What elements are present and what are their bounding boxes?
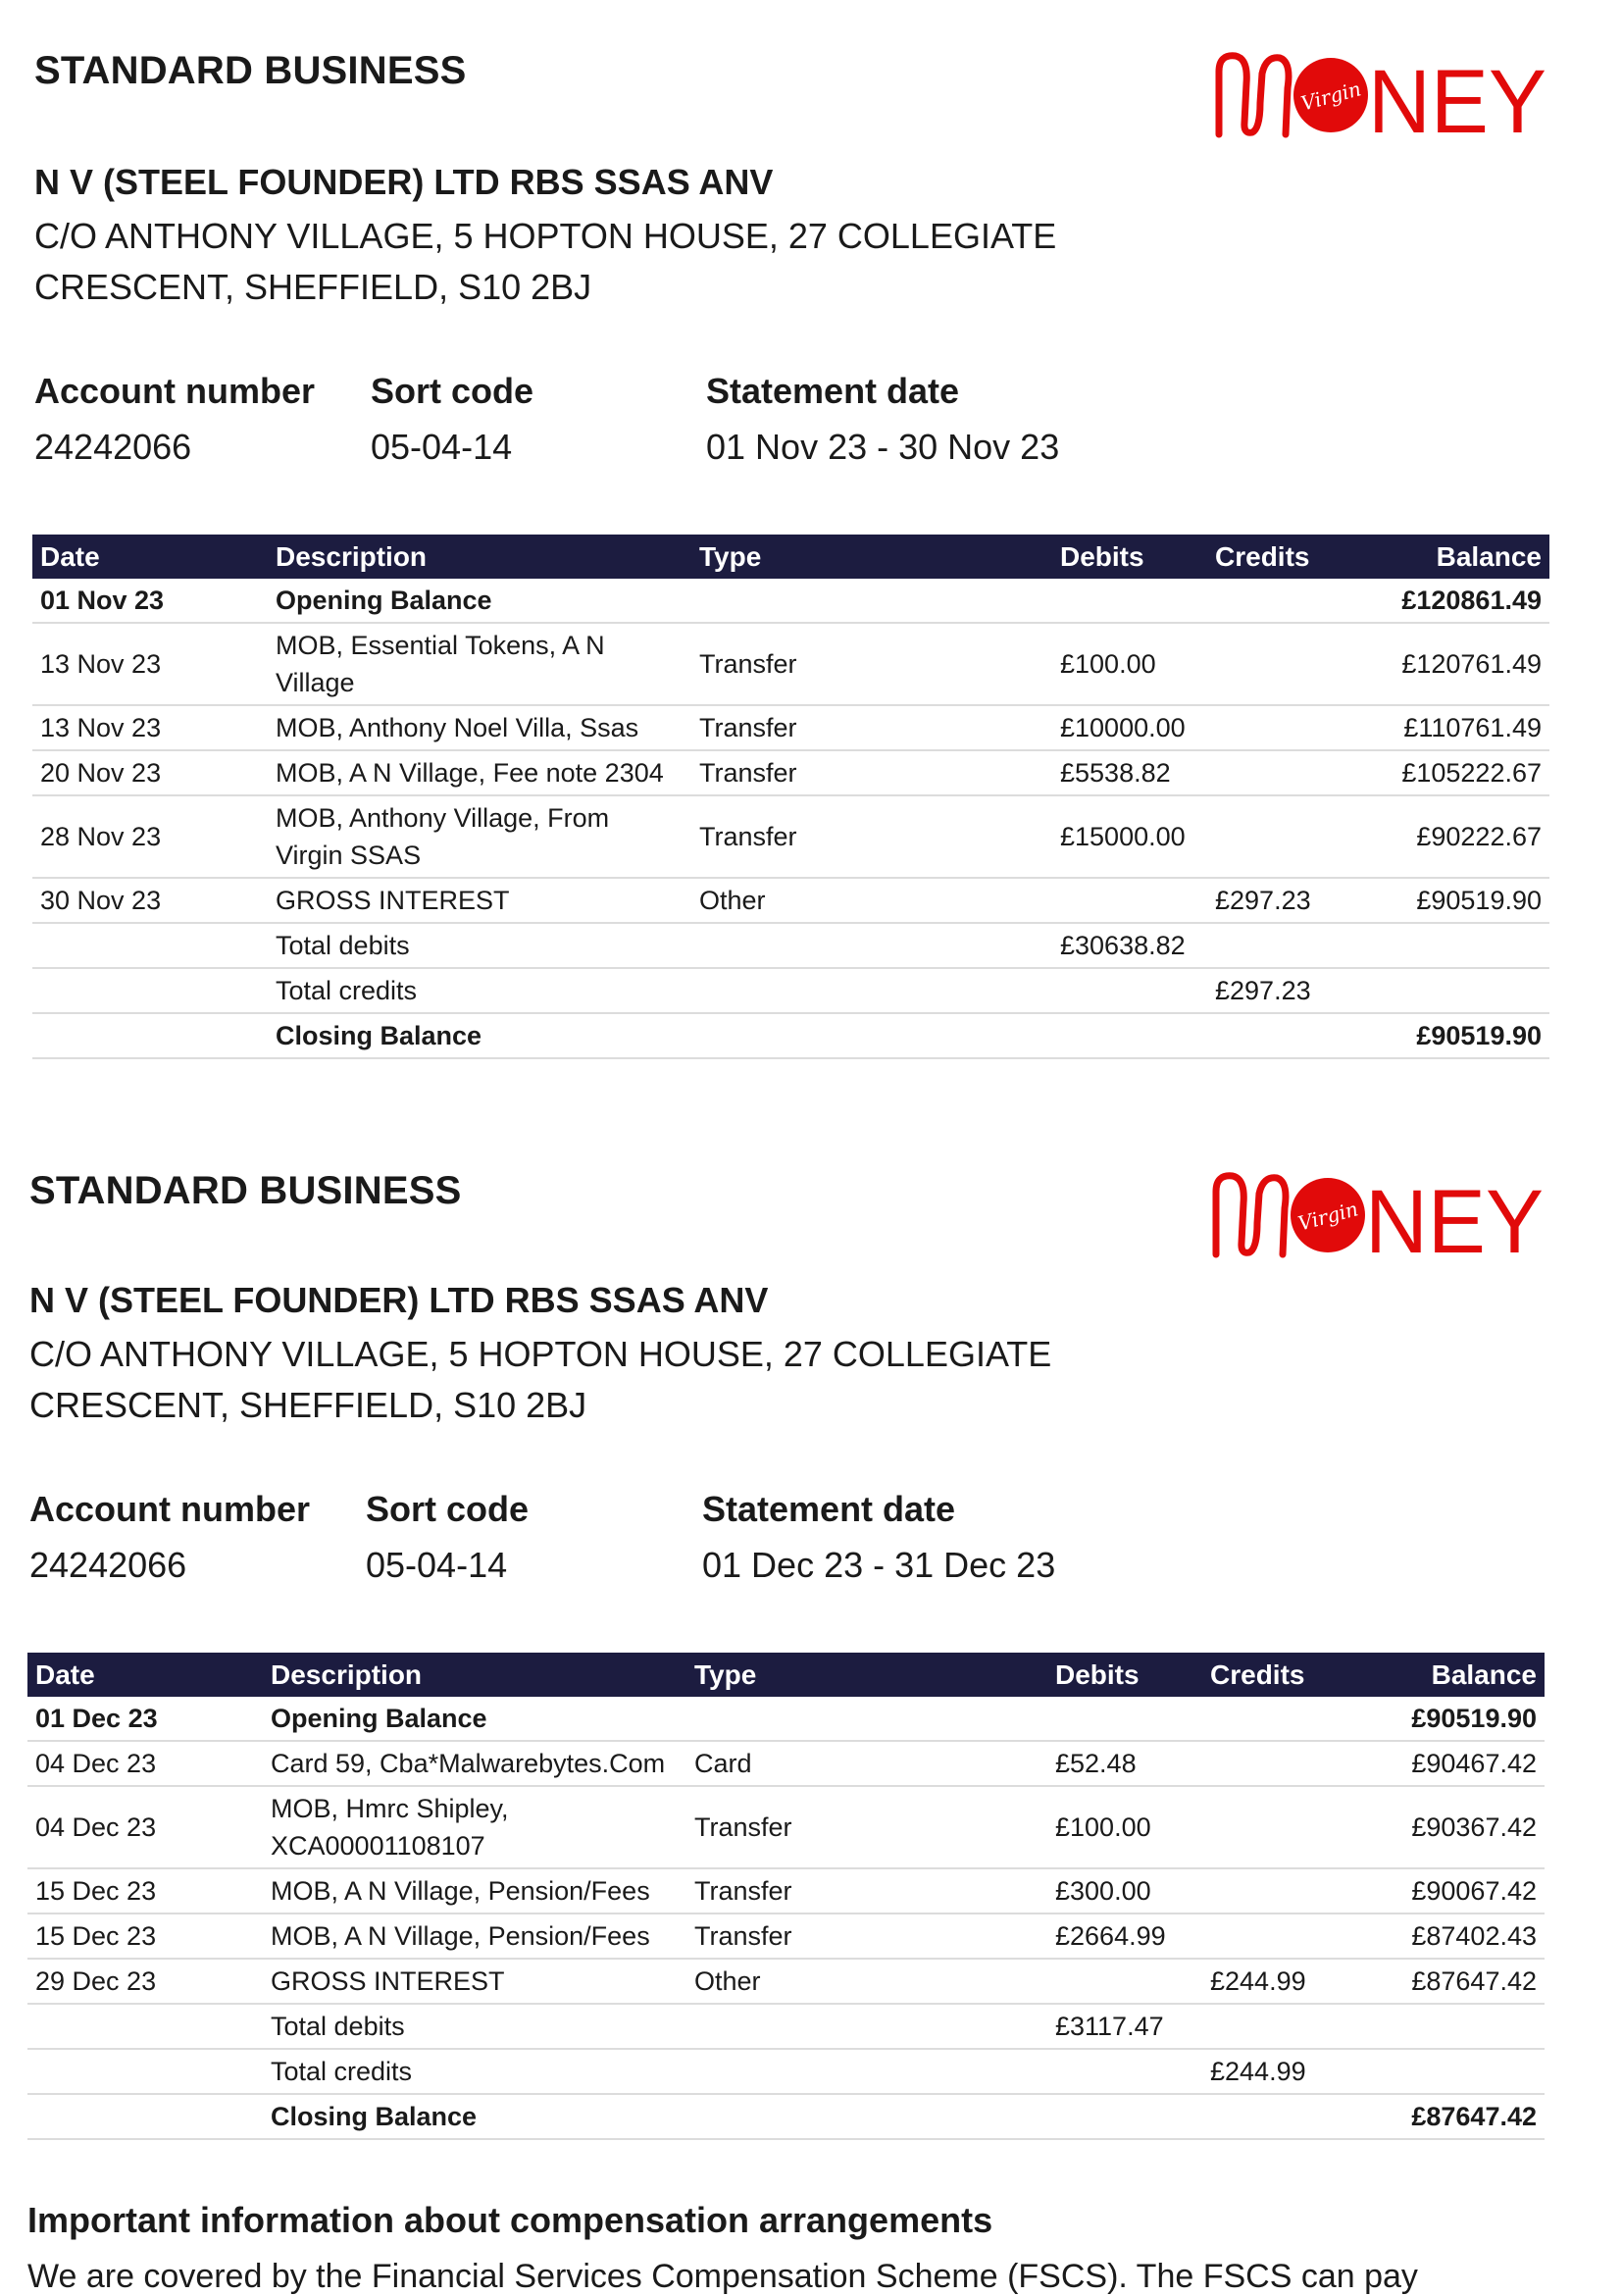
cell-credit xyxy=(1196,1913,1363,1959)
cell-credit: £297.23 xyxy=(1201,878,1368,923)
cell-credit xyxy=(1201,579,1368,623)
cell-date: 28 Nov 23 xyxy=(32,795,268,878)
table-row xyxy=(32,705,1549,750)
cell-description: Opening Balance xyxy=(268,579,691,623)
cell-description: Opening Balance xyxy=(263,1697,686,1741)
cell-debit xyxy=(1020,1697,1196,1741)
table-row xyxy=(27,1741,1545,1786)
total-credits-row xyxy=(27,2049,1545,2094)
cell-debit: £52.48 xyxy=(1020,1741,1196,1786)
account-number: 24242066 xyxy=(29,1545,187,1585)
cell-balance: £87647.42 xyxy=(1363,1959,1545,2004)
table-row xyxy=(27,1913,1545,1959)
company-name: N V (STEEL FOUNDER) LTD RBS SSAS ANV xyxy=(29,1280,769,1320)
company-name: N V (STEEL FOUNDER) LTD RBS SSAS ANV xyxy=(34,162,774,202)
cell-type: Transfer xyxy=(691,795,1025,878)
cell-date: 30 Nov 23 xyxy=(32,878,268,923)
account-number-label: Account number xyxy=(29,1489,311,1529)
table-row xyxy=(32,795,1549,878)
table-row xyxy=(27,1697,1545,1741)
transactions-table xyxy=(32,535,1549,1059)
cell-credit xyxy=(1201,795,1368,878)
cell-debit: £300.00 xyxy=(1020,1868,1196,1913)
svg-text:NEY: NEY xyxy=(1368,52,1546,142)
statement-date-label: Statement date xyxy=(706,371,960,411)
cell-date: 20 Nov 23 xyxy=(32,750,268,795)
cell-balance: £105222.67 xyxy=(1368,750,1549,795)
col-debits: Debits xyxy=(1020,1653,1196,1697)
address-line-2: CRESCENT, SHEFFIELD, S10 2BJ xyxy=(34,267,592,307)
cell-description: MOB, Anthony Noel Villa, Ssas xyxy=(268,705,691,750)
cell-description: MOB, Essential Tokens, A N Village xyxy=(268,623,691,705)
statement-date-label: Statement date xyxy=(702,1489,956,1529)
cell-description: GROSS INTEREST xyxy=(263,1959,686,2004)
cell-type: Transfer xyxy=(686,1913,1020,1959)
cell-balance: £110761.49 xyxy=(1368,705,1549,750)
transactions-table xyxy=(27,1653,1545,2140)
cell-type: Transfer xyxy=(686,1786,1020,1868)
total-debits-label: Total debits xyxy=(268,923,691,968)
cell-credit xyxy=(1201,750,1368,795)
virgin-badge-text: Virgin xyxy=(1298,77,1364,116)
closing-balance-label: Closing Balance xyxy=(263,2094,686,2139)
table-header xyxy=(27,1653,1545,1697)
virgin-money-logo xyxy=(1211,44,1549,142)
compensation-info-text: We are covered by the Financial Services Compensation Scheme (FSCS). The FSCS can pay xyxy=(27,2258,1418,2295)
cell-type xyxy=(691,579,1025,623)
cell-type: Transfer xyxy=(686,1868,1020,1913)
col-credits: Credits xyxy=(1196,1653,1363,1697)
cell-description: Card 59, Cba*Malwarebytes.Com xyxy=(263,1741,686,1786)
sort-code: 05-04-14 xyxy=(366,1545,508,1585)
cell-type: Other xyxy=(691,878,1025,923)
total-credits-label: Total credits xyxy=(268,968,691,1013)
table-row xyxy=(27,1868,1545,1913)
sort-code: 05-04-14 xyxy=(371,427,513,467)
sort-code-label: Sort code xyxy=(371,371,534,411)
cell-type: Transfer xyxy=(691,750,1025,795)
total-debits-label: Total debits xyxy=(263,2004,686,2049)
cell-credit xyxy=(1196,1786,1363,1868)
total-credits-row xyxy=(32,968,1549,1013)
sort-code-label: Sort code xyxy=(366,1489,530,1529)
table-row xyxy=(32,750,1549,795)
closing-balance-row xyxy=(27,2094,1545,2139)
total-debits-value: £30638.82 xyxy=(1025,923,1201,968)
statement-date: 01 Dec 23 - 31 Dec 23 xyxy=(702,1545,1056,1585)
cell-credit xyxy=(1196,1741,1363,1786)
cell-credit xyxy=(1196,1868,1363,1913)
cell-debit xyxy=(1025,579,1201,623)
col-date: Date xyxy=(27,1653,263,1697)
cell-debit: £2664.99 xyxy=(1020,1913,1196,1959)
address-line-1: C/O ANTHONY VILLAGE, 5 HOPTON HOUSE, 27 COLLEGIATE xyxy=(34,216,1057,256)
total-debits-row xyxy=(27,2004,1545,2049)
cell-debit: £100.00 xyxy=(1020,1786,1196,1868)
col-type: Type xyxy=(691,535,1025,579)
col-description: Description xyxy=(268,535,691,579)
closing-balance-row xyxy=(32,1013,1549,1058)
cell-description: MOB, A N Village, Pension/Fees xyxy=(263,1868,686,1913)
cell-credit xyxy=(1201,623,1368,705)
cell-balance: £90067.42 xyxy=(1363,1868,1545,1913)
cell-balance: £90467.42 xyxy=(1363,1741,1545,1786)
account-number-label: Account number xyxy=(34,371,316,411)
cell-description: MOB, A N Village, Pension/Fees xyxy=(263,1913,686,1959)
statement-title: STANDARD BUSINESS xyxy=(34,49,467,92)
cell-date: 13 Nov 23 xyxy=(32,705,268,750)
cell-description: MOB, Hmrc Shipley, XCA00001108107 xyxy=(263,1786,686,1868)
cell-date: 15 Dec 23 xyxy=(27,1913,263,1959)
closing-balance-value: £87647.42 xyxy=(1363,2094,1545,2139)
cell-date: 13 Nov 23 xyxy=(32,623,268,705)
col-description: Description xyxy=(263,1653,686,1697)
cell-debit xyxy=(1025,878,1201,923)
closing-balance-value: £90519.90 xyxy=(1368,1013,1549,1058)
account-number: 24242066 xyxy=(34,427,192,467)
table-header xyxy=(32,535,1549,579)
col-debits: Debits xyxy=(1025,535,1201,579)
cell-balance: £90519.90 xyxy=(1368,878,1549,923)
cell-date: 29 Dec 23 xyxy=(27,1959,263,2004)
address-line-2: CRESCENT, SHEFFIELD, S10 2BJ xyxy=(29,1385,587,1425)
cell-type: Card xyxy=(686,1741,1020,1786)
cell-credit xyxy=(1201,705,1368,750)
table-row xyxy=(27,1959,1545,2004)
cell-balance: £87402.43 xyxy=(1363,1913,1545,1959)
virgin-badge-text: Virgin xyxy=(1295,1197,1361,1236)
statement-title: STANDARD BUSINESS xyxy=(29,1169,462,1212)
cell-type: Transfer xyxy=(691,623,1025,705)
total-credits-label: Total credits xyxy=(263,2049,686,2094)
compensation-info-heading: Important information about compensation arrangements xyxy=(27,2200,993,2240)
table-row xyxy=(32,623,1549,705)
cell-type xyxy=(686,1697,1020,1741)
cell-credit: £244.99 xyxy=(1196,1959,1363,2004)
col-balance: Balance xyxy=(1368,535,1549,579)
cell-balance: £90222.67 xyxy=(1368,795,1549,878)
cell-description: GROSS INTEREST xyxy=(268,878,691,923)
cell-balance: £90519.90 xyxy=(1363,1697,1545,1741)
table-row xyxy=(32,878,1549,923)
cell-description: MOB, Anthony Village, From Virgin SSAS xyxy=(268,795,691,878)
cell-type: Other xyxy=(686,1959,1020,2004)
col-date: Date xyxy=(32,535,268,579)
cell-debit: £5538.82 xyxy=(1025,750,1201,795)
cell-type: Transfer xyxy=(691,705,1025,750)
total-credits-value: £244.99 xyxy=(1196,2049,1363,2094)
cell-credit xyxy=(1196,1697,1363,1741)
cell-description: MOB, A N Village, Fee note 2304 xyxy=(268,750,691,795)
virgin-money-logo xyxy=(1208,1164,1546,1262)
total-credits-value: £297.23 xyxy=(1201,968,1368,1013)
closing-balance-label: Closing Balance xyxy=(268,1013,691,1058)
cell-balance: £90367.42 xyxy=(1363,1786,1545,1868)
cell-debit: £15000.00 xyxy=(1025,795,1201,878)
cell-date: 04 Dec 23 xyxy=(27,1786,263,1868)
cell-balance: £120761.49 xyxy=(1368,623,1549,705)
cell-date: 01 Nov 23 xyxy=(32,579,268,623)
cell-debit xyxy=(1020,1959,1196,2004)
col-credits: Credits xyxy=(1201,535,1368,579)
svg-text:NEY: NEY xyxy=(1365,1172,1544,1262)
cell-debit: £100.00 xyxy=(1025,623,1201,705)
cell-date: 01 Dec 23 xyxy=(27,1697,263,1741)
cell-debit: £10000.00 xyxy=(1025,705,1201,750)
table-row xyxy=(27,1786,1545,1868)
cell-date: 15 Dec 23 xyxy=(27,1868,263,1913)
table-row xyxy=(32,579,1549,623)
cell-balance: £120861.49 xyxy=(1368,579,1549,623)
cell-date: 04 Dec 23 xyxy=(27,1741,263,1786)
total-debits-value: £3117.47 xyxy=(1020,2004,1196,2049)
col-balance: Balance xyxy=(1363,1653,1545,1697)
col-type: Type xyxy=(686,1653,1020,1697)
address-line-1: C/O ANTHONY VILLAGE, 5 HOPTON HOUSE, 27 COLLEGIATE xyxy=(29,1334,1052,1374)
statement-date: 01 Nov 23 - 30 Nov 23 xyxy=(706,427,1060,467)
total-debits-row xyxy=(32,923,1549,968)
